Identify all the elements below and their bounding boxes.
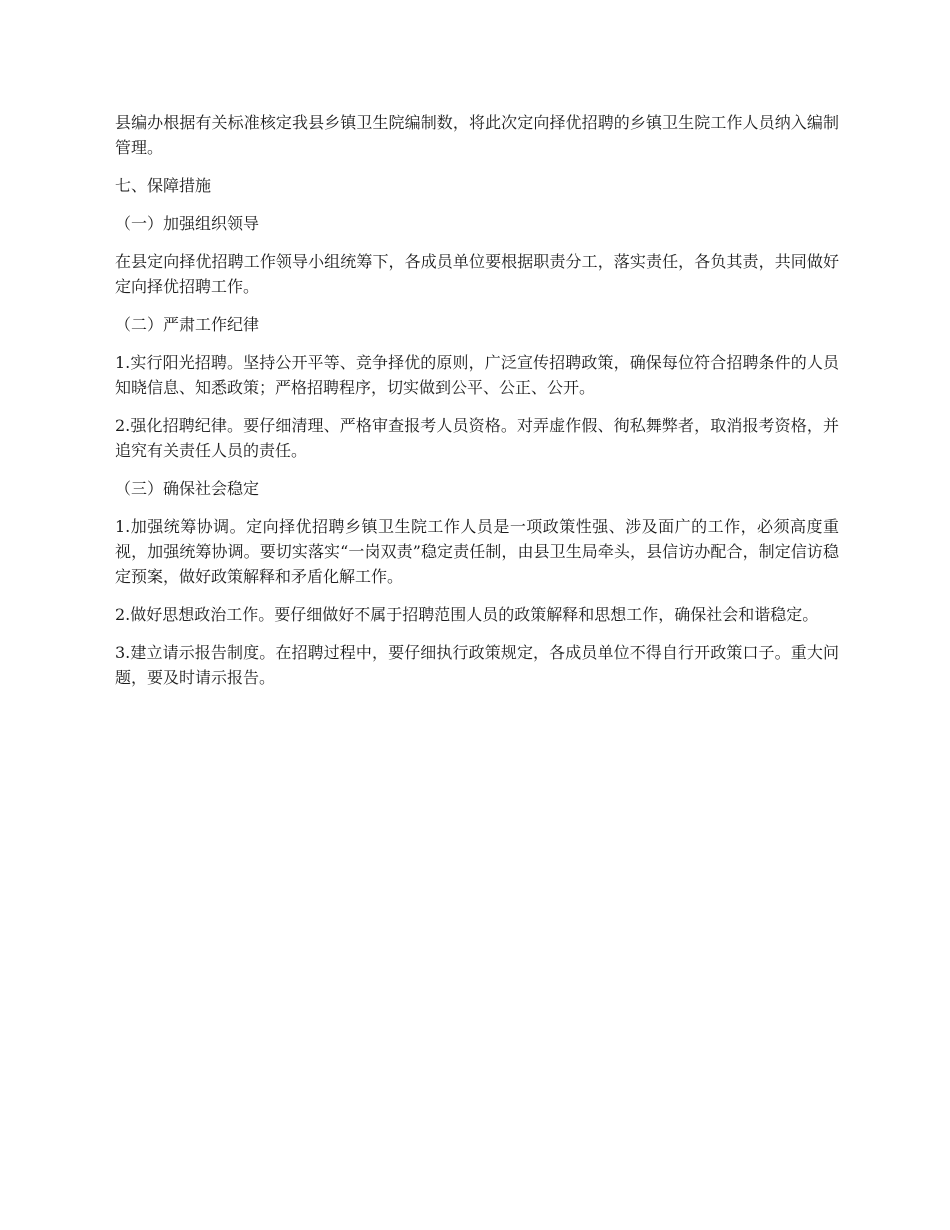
- paragraph-recruitment-discipline: 2.强化招聘纪律。要仔细清理、严格审查报考人员资格。对弄虚作假、徇私舞弊者，取消报考资格，并追究有关责任人员的责任。: [115, 416, 839, 460]
- paragraph-ideological-work: 2.做好思想政治工作。要仔细做好不属于招聘范围人员的政策解释和思想工作，确保社会和谐稳定。: [115, 605, 819, 624]
- paragraph-staffing-management: 县编办根据有关标准核定我县乡镇卫生院编制数，将此次定向择优招聘的乡镇卫生院工作人员纳入编制管理。: [115, 113, 839, 157]
- subheading-work-discipline: （二）严肃工作纪律: [115, 315, 260, 334]
- paragraph-organization-leadership: 在县定向择优招聘工作领导小组统筹下，各成员单位要根据职责分工，落实责任，各负其责，共同做好定向择优招聘工作。: [115, 252, 839, 296]
- document-body: [115, 110, 839, 703]
- section-heading-safeguards: 七、保障措施: [115, 176, 212, 195]
- subheading-social-stability: （三）确保社会稳定: [115, 479, 260, 498]
- subheading-organization-leadership: （一）加强组织领导: [115, 214, 260, 233]
- paragraph-transparent-recruitment: 1.实行阳光招聘。坚持公开平等、竞争择优的原则，广泛宣传招聘政策，确保每位符合招聘条件的人员知晓信息、知悉政策；严格招聘程序，切实做到公平、公正、公开。: [115, 353, 839, 397]
- paragraph-coordination: 1.加强统筹协调。定向择优招聘乡镇卫生院工作人员是一项政策性强、涉及面广的工作，必须高度重视，加强统筹协调。要切实落实“一岗双责”稳定责任制，由县卫生局牵头，县信访办配合，制定信访稳定预案，做好政策解释和矛盾化解工作。: [115, 517, 839, 586]
- paragraph-reporting-system: 3.建立请示报告制度。在招聘过程中，要仔细执行政策规定，各成员单位不得自行开政策口子。重大问题，要及时请示报告。: [115, 643, 839, 687]
